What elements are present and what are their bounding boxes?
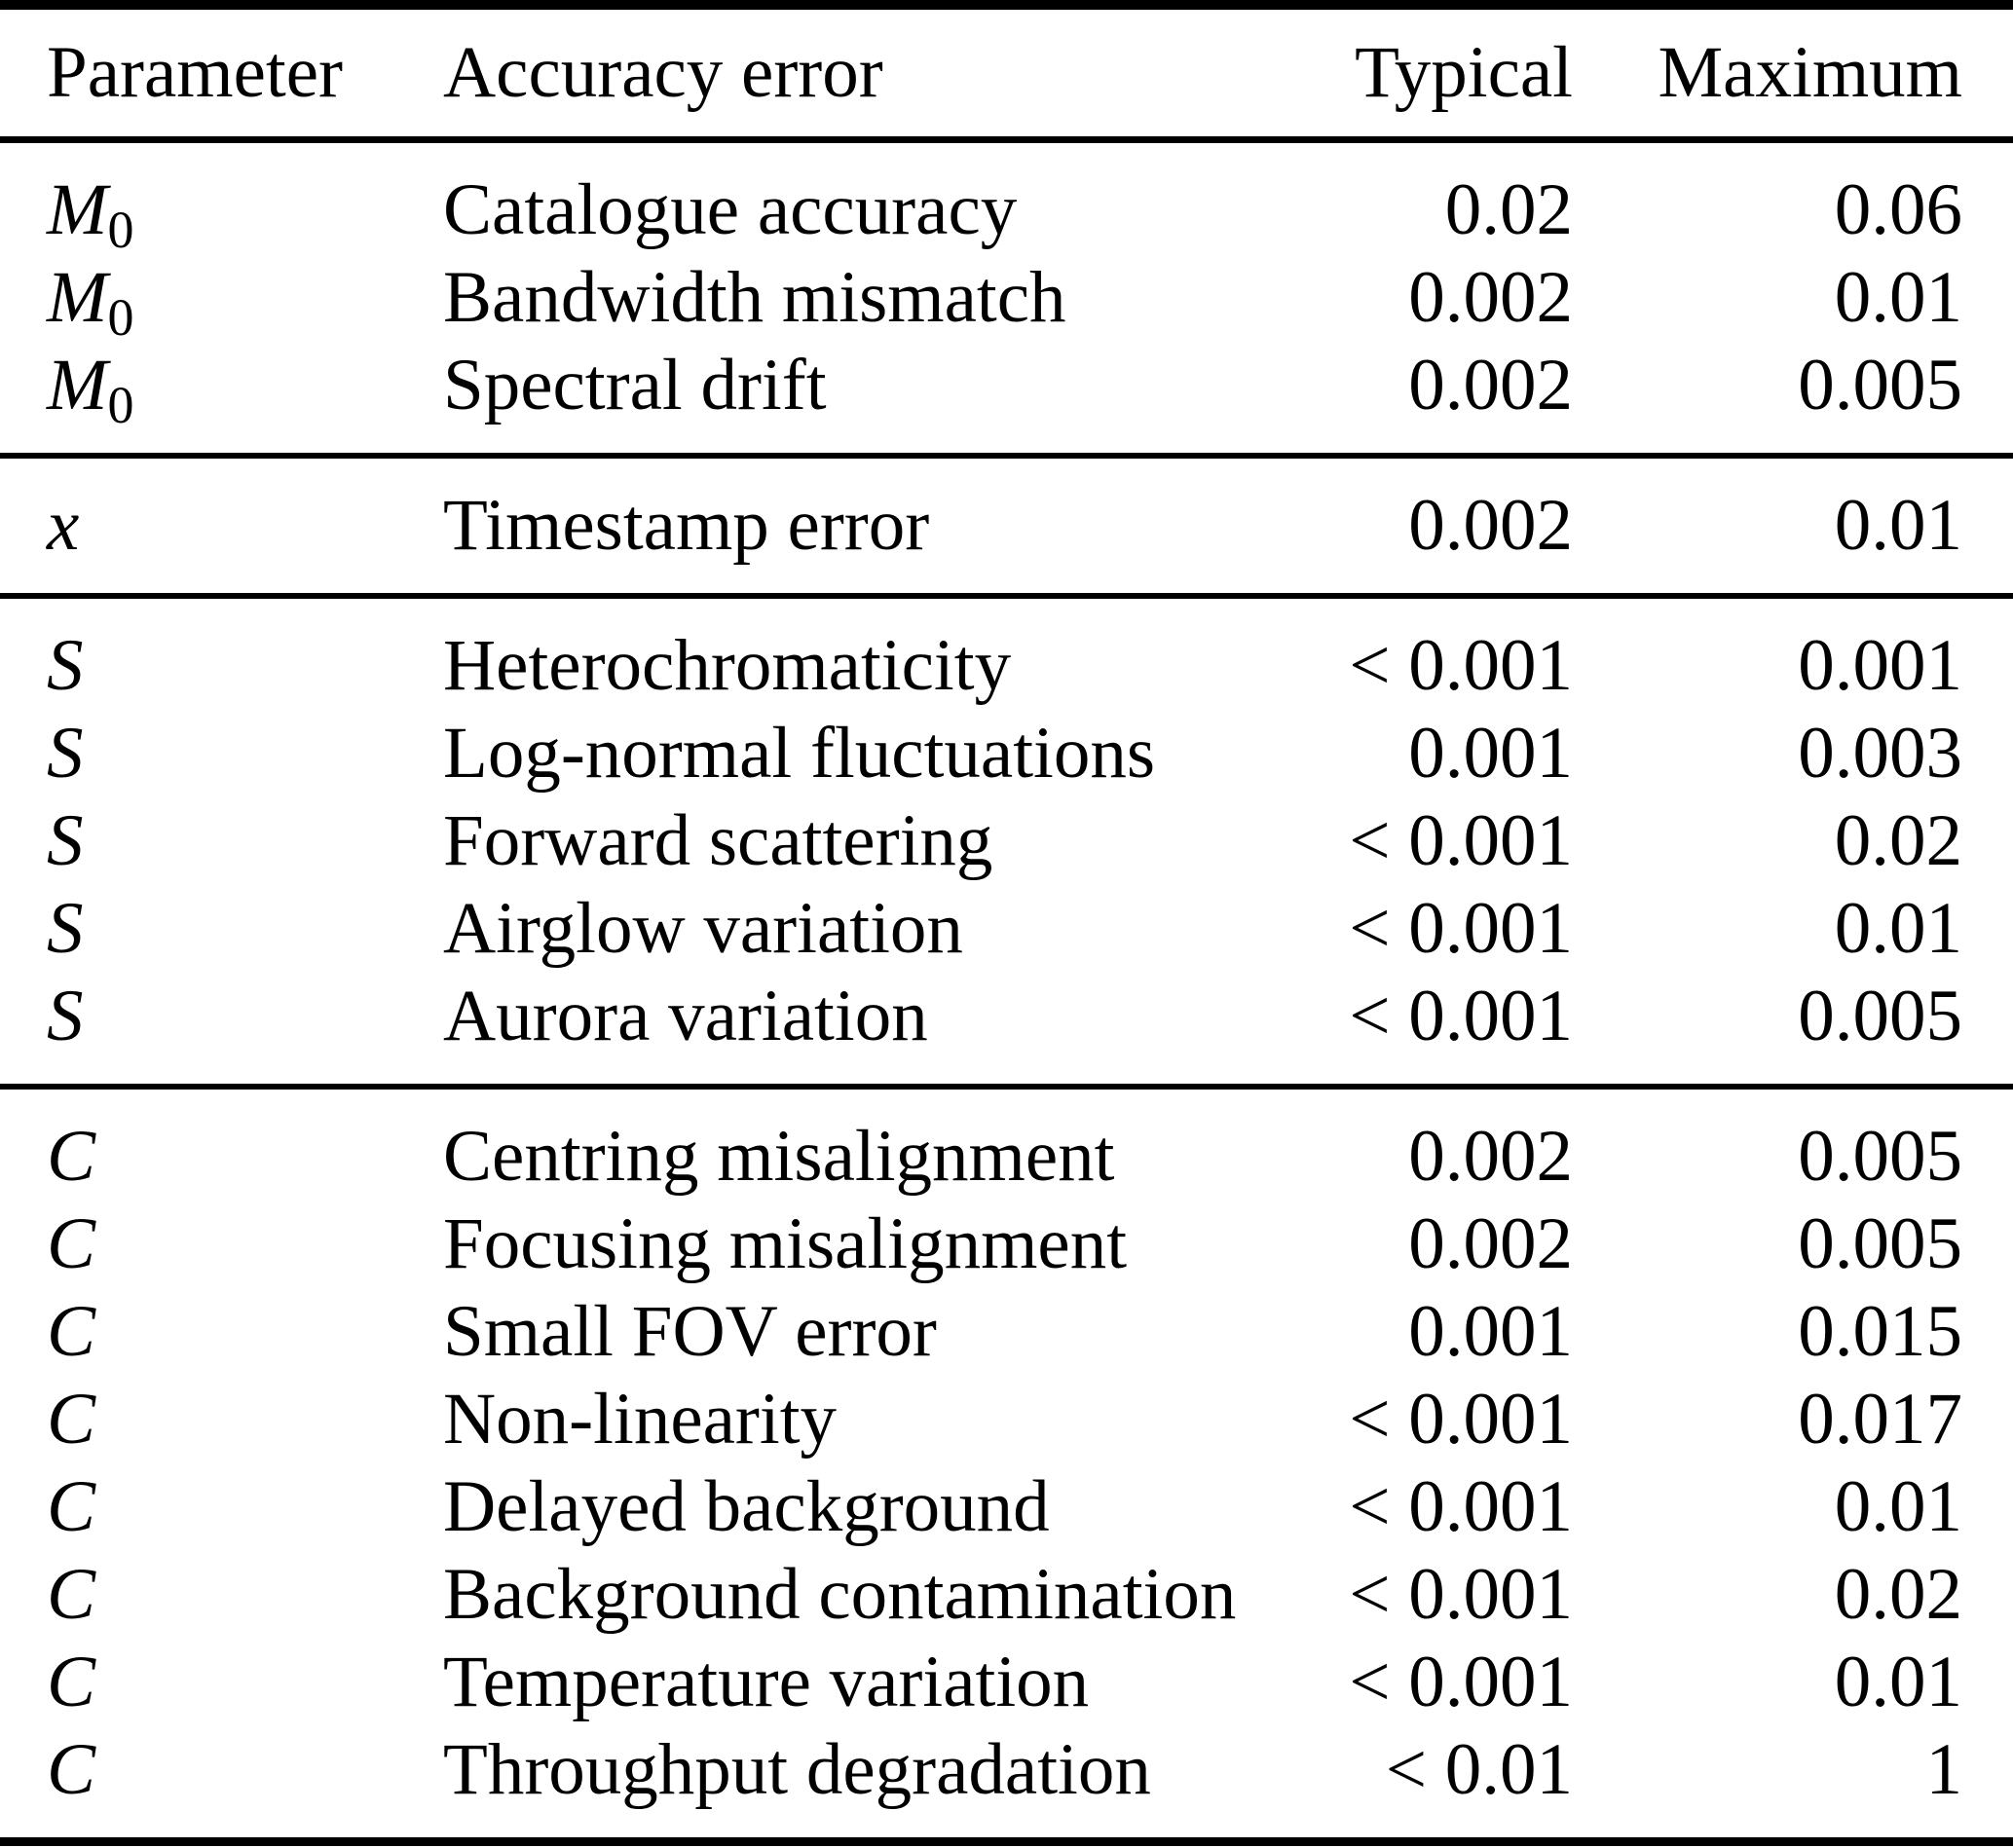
typical-cell: < 0.001 (1349, 1554, 1573, 1635)
section-c (0, 1087, 2013, 1842)
parameter-cell (0, 140, 443, 259)
table-row (0, 1087, 2013, 1201)
maximum-cell: 0.02 (1834, 800, 1962, 881)
maximum-cell: 0.02 (1834, 1554, 1962, 1635)
maximum-cell: 0.003 (1798, 713, 1962, 794)
typical-cell: < 0.001 (1349, 1379, 1573, 1460)
typical-cell: 0.001 (1408, 1291, 1573, 1372)
parameter-symbol: C (47, 1379, 96, 1460)
maximum-cell: 0.01 (1834, 257, 1962, 338)
parameter-cell (0, 254, 443, 347)
accuracy-error-cell: Timestamp error (443, 485, 930, 566)
accuracy-error-cell: Log-normal fluctuations (443, 713, 1156, 794)
parameter-symbol: C (47, 1642, 96, 1722)
section-x (0, 456, 2013, 596)
maximum-cell: 0.005 (1798, 1203, 1962, 1284)
maximum-cell: 0.005 (1798, 1116, 1962, 1197)
table-row (0, 1376, 2013, 1463)
parameter-cell (0, 1551, 443, 1639)
table-header (0, 5, 2013, 140)
table-row (0, 797, 2013, 885)
table-row (0, 140, 2013, 255)
table-row (0, 1639, 2013, 1726)
accuracy-error-cell: Small FOV error (443, 1291, 937, 1372)
table-row (0, 1551, 2013, 1639)
parameter-symbol: M (47, 257, 108, 338)
maximum-cell: 0.005 (1798, 345, 1962, 425)
maximum-cell: 0.06 (1834, 169, 1962, 250)
typical-cell: 0.002 (1408, 345, 1573, 425)
typical-cell: < 0.001 (1349, 1642, 1573, 1722)
accuracy-error-cell: Spectral drift (443, 345, 827, 425)
parameter-cell (0, 1463, 443, 1551)
typical-cell: 0.02 (1444, 169, 1573, 250)
maximum-cell: 0.005 (1798, 976, 1962, 1056)
accuracy-error-cell: Throughput degradation (443, 1729, 1151, 1810)
header-parameter: Parameter (47, 32, 343, 113)
typical-cell: < 0.001 (1349, 1466, 1573, 1547)
section-m0 (0, 140, 2013, 457)
parameter-subscript: 0 (107, 288, 134, 347)
table-row (0, 973, 2013, 1087)
typical-cell: 0.002 (1408, 485, 1573, 566)
parameter-cell (0, 456, 443, 596)
accuracy-error-cell: Airglow variation (443, 888, 963, 969)
parameter-subscript: 0 (107, 376, 134, 434)
maximum-cell: 1 (1925, 1729, 1962, 1810)
section-s (0, 596, 2013, 1087)
maximum-cell: 0.01 (1834, 485, 1962, 566)
typical-cell: < 0.001 (1349, 976, 1573, 1056)
parameter-symbol: S (47, 888, 84, 969)
table-row (0, 342, 2013, 456)
maximum-cell: 0.017 (1798, 1379, 1962, 1460)
parameter-symbol: C (47, 1729, 96, 1810)
maximum-cell: 0.001 (1798, 625, 1962, 706)
maximum-cell: 0.015 (1798, 1291, 1962, 1372)
accuracy-error-cell: Forward scattering (443, 800, 993, 881)
parameter-cell (0, 1726, 443, 1842)
parameter-cell (0, 973, 443, 1087)
table-row (0, 1463, 2013, 1551)
parameter-symbol: C (47, 1203, 96, 1284)
accuracy-error-cell: Heterochromaticity (443, 625, 1012, 706)
parameter-symbol: C (47, 1466, 96, 1547)
accuracy-error-cell: Focusing misalignment (443, 1203, 1128, 1284)
table-row (0, 885, 2013, 973)
parameter-cell (0, 1288, 443, 1376)
parameter-cell (0, 1087, 443, 1201)
maximum-cell: 0.01 (1834, 888, 1962, 969)
parameter-symbol: M (47, 345, 108, 425)
table-row (0, 1726, 2013, 1842)
header-maximum: Maximum (1658, 32, 1962, 113)
parameter-cell (0, 1639, 443, 1726)
typical-cell: < 0.001 (1349, 625, 1573, 706)
typical-cell: < 0.01 (1385, 1729, 1573, 1810)
parameter-symbol: S (47, 713, 84, 794)
parameter-cell (0, 797, 443, 885)
accuracy-error-cell: Non-linearity (443, 1379, 838, 1460)
typical-cell: < 0.001 (1349, 888, 1573, 969)
accuracy-error-cell: Background contamination (443, 1554, 1237, 1635)
accuracy-error-cell: Delayed background (443, 1466, 1050, 1547)
header-accuracy-error: Accuracy error (443, 32, 883, 113)
parameter-symbol: S (47, 800, 84, 881)
table-row (0, 710, 2013, 797)
header-row (0, 5, 2013, 140)
parameter-symbol: C (47, 1116, 96, 1197)
table-row (0, 456, 2013, 596)
parameter-cell (0, 710, 443, 797)
accuracy-error-cell: Aurora variation (443, 976, 928, 1056)
typical-cell: 0.002 (1408, 257, 1573, 338)
accuracy-error-cell: Temperature variation (443, 1642, 1090, 1722)
accuracy-error-cell: Centring misalignment (443, 1116, 1115, 1197)
table-row (0, 1201, 2013, 1288)
parameter-cell (0, 1201, 443, 1288)
accuracy-error-cell: Bandwidth mismatch (443, 257, 1066, 338)
parameter-symbol: C (47, 1291, 96, 1372)
parameter-symbol: S (47, 976, 84, 1056)
typical-cell: 0.002 (1408, 1116, 1573, 1197)
parameter-subscript: 0 (107, 201, 134, 259)
maximum-cell: 0.01 (1834, 1466, 1962, 1547)
accuracy-error-cell: Catalogue accuracy (443, 169, 1018, 250)
typical-cell: < 0.001 (1349, 800, 1573, 881)
table-row (0, 1288, 2013, 1376)
parameter-symbol: x (47, 485, 80, 566)
parameter-cell (0, 596, 443, 710)
parameter-cell (0, 1376, 443, 1463)
parameter-symbol: C (47, 1554, 96, 1635)
parameter-symbol: M (47, 169, 108, 250)
table-row (0, 254, 2013, 342)
header-typical: Typical (1355, 32, 1573, 113)
typical-cell: 0.001 (1408, 713, 1573, 794)
table-row (0, 596, 2013, 710)
parameter-symbol: S (47, 625, 84, 706)
parameter-cell (0, 885, 443, 973)
typical-cell: 0.002 (1408, 1203, 1573, 1284)
maximum-cell: 0.01 (1834, 1642, 1962, 1722)
parameter-cell (0, 342, 443, 456)
